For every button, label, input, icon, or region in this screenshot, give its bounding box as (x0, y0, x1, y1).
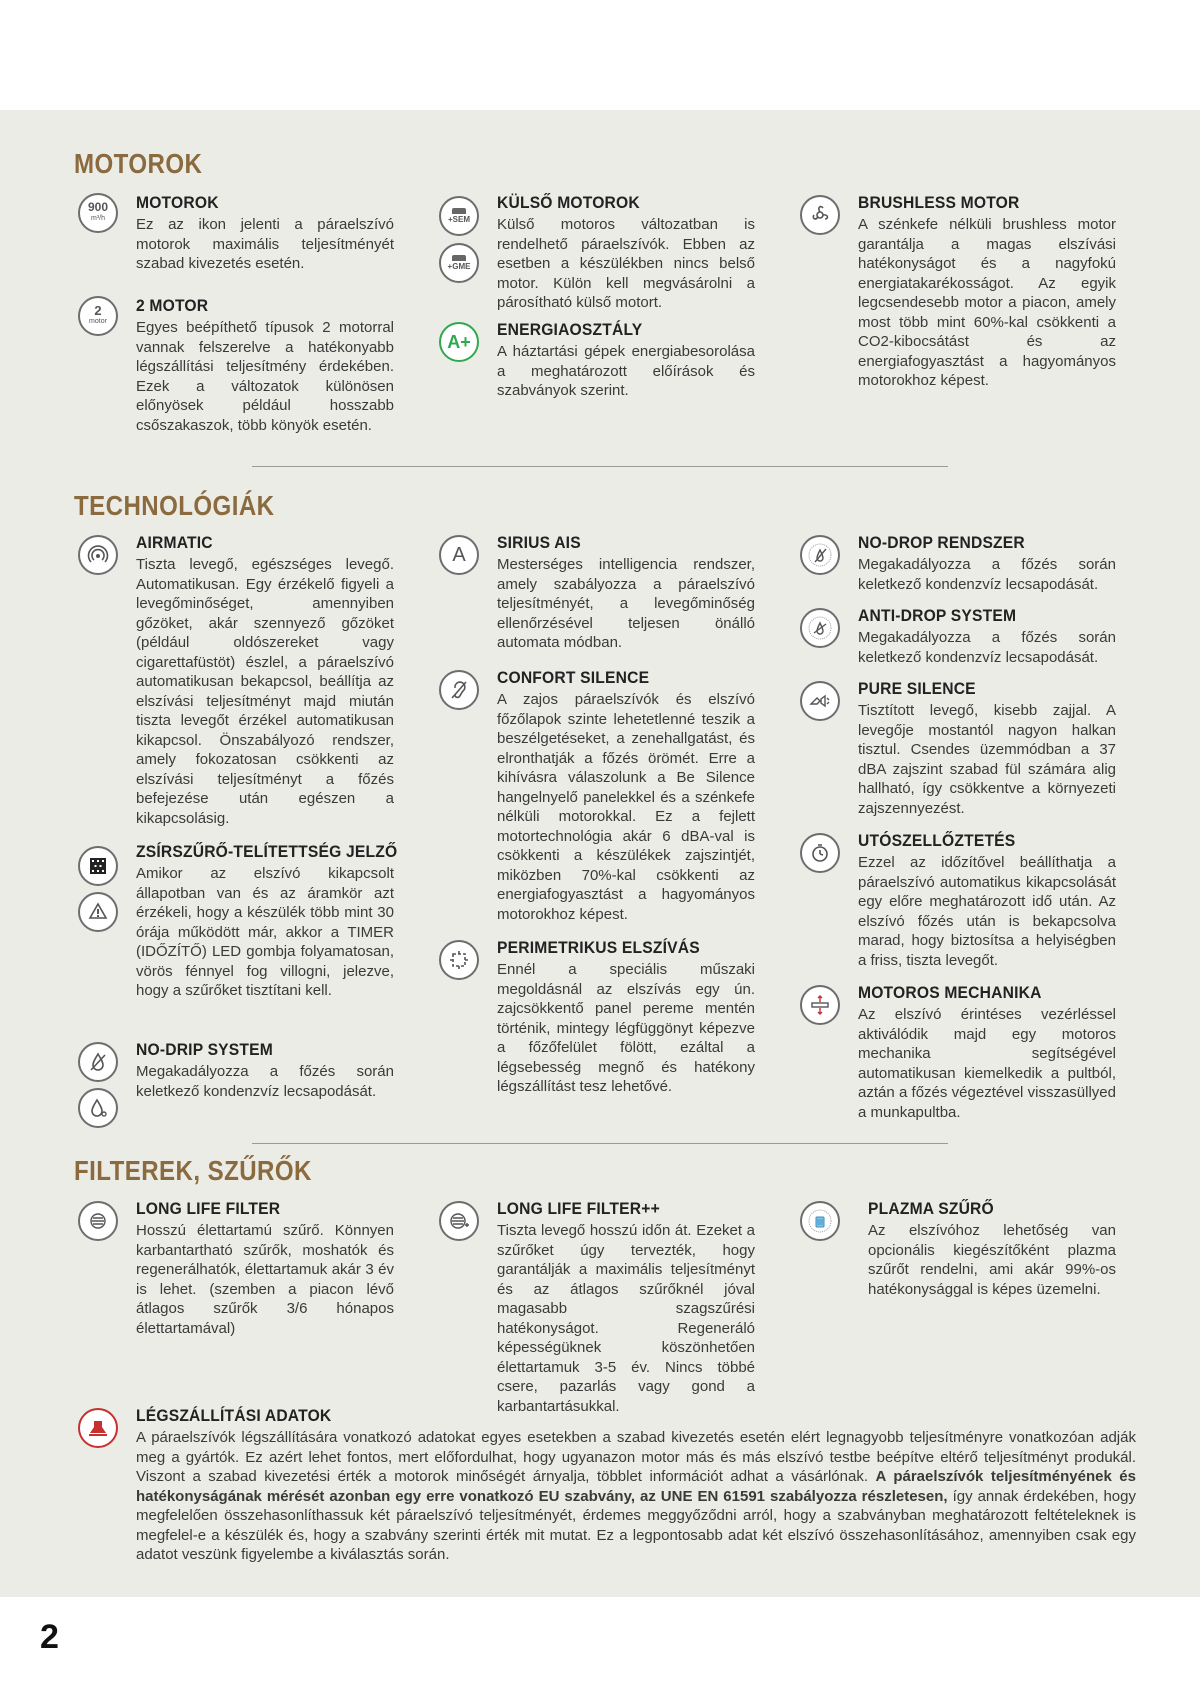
feature-title: BRUSHLESS MOTOR (858, 193, 1020, 212)
feature-desc: Ennél a speciális műszaki megoldásnál az elszívás egy ún. zajcsökkentő panel pereme mentén történik, mintegy légfüggönyt képezve a főzőfelület fölött, ezáltal a légsebesség megnő és hatékony légszállítást tesz lehetővé. (497, 961, 755, 1095)
drop-icon (78, 1088, 118, 1128)
feature-title: NO-DRIP SYSTEM (136, 1040, 273, 1059)
feature-desc: Megakadályozza a főzés során keletkező kondenzvíz lecsapodását. (858, 629, 1116, 666)
feature-title: MOTOROS MECHANIKA (858, 983, 1042, 1002)
feature-desc: Egyes beépíthető típusok 2 motorral vannak felszerelve a hatékonyabb légszállítási teljesítmény érdekében. Ezek a változatok különösen előnyösek például hosszabb csőszakaszok, több könyök esetén. (136, 319, 394, 434)
grease-filter-saturation-icon (78, 846, 118, 886)
feature-title: LONG LIFE FILTER++ (497, 1199, 660, 1218)
feature-title: LÉGSZÁLLÍTÁSI ADATOK (136, 1406, 332, 1425)
feature-title: NO-DROP RENDSZER (858, 533, 1025, 552)
section-title-filterek: FILTEREK, SZŰRŐK (74, 1155, 312, 1186)
no-drop-system-icon (800, 535, 840, 575)
no-drip-icon (78, 1042, 118, 1082)
feature-title: KÜLSŐ MOTOROK (497, 193, 640, 212)
feature-title: PURE SILENCE (858, 679, 976, 698)
feature-title: MOTOROK (136, 193, 219, 212)
sirius-ais-icon: A (439, 535, 479, 575)
feature-desc: Az elszívó érintéses vezérléssel aktiválódik majd egy motoros mechanika segítségével automatikusan kiemelkedik a pultból, aztán a főzés végeztével visszasüllyed a munkapultba. (858, 1006, 1116, 1121)
feature-title: UTÓSZELLŐZTETÉS (858, 831, 1016, 850)
feature-desc: A háztartási gépek energiabesorolása a meghatározott előírások és szabványok szerint. (497, 343, 755, 399)
feature-title: ZSÍRSZŰRŐ-TELÍTETTSÉG JELZŐ (136, 842, 398, 861)
divider (252, 466, 948, 467)
feature-title: AIRMATIC (136, 533, 213, 552)
airmatic-icon (78, 535, 118, 575)
timer-icon (800, 833, 840, 873)
feature-title: 2 MOTOR (136, 296, 209, 315)
feature-title: ENERGIAOSZTÁLY (497, 320, 643, 339)
2-motor-icon: 2 motor (78, 296, 118, 336)
long-life-filter-icon (78, 1201, 118, 1241)
feature-desc: Mesterséges intelligencia rendszer, amely szabályozza a páraelszívó teljesítményét, a levegőminőség ellenőrzésével teljesen önálló automata módban. (497, 556, 755, 651)
feature-desc: Hosszú élettartamú szűrő. Könnyen karbantartható szűrők, moshatók és regenerálhatók, élettartamuk akár 3 év is lehet. (szemben a piacon lévő átlagos szűrők 3/6 hónapos élettartamával) (136, 1222, 394, 1337)
feature-desc: Tiszta levegő hosszú időn át. Ezeket a szűrőket úgy tervezték, hogy garantálják a maximális teljesítményt és az átlagos szűrőknél jóval magasabb szagszűrési hatékonyságot. Regeneráló képességüknek köszönhetően élettartamuk 3-5 év. Nincs többé csere, pazarlás vagy gond a karbantartásukkal. (497, 1222, 755, 1415)
anti-drop-system-icon (800, 608, 840, 648)
feature-desc: Külső motoros változatban is rendelhető páraelszívók. Ebben az esetben a készülékben nincs belső motor. Külön kell megvásárolni a párosítható külső motort. (497, 216, 755, 311)
section-title-technologiak: TECHNOLÓGIÁK (74, 490, 275, 521)
feature-desc: Amikor az elszívó kikapcsolt állapotban van és az áramkör azt érzékeli, hogy a készülék több mint 30 órája működött már, akkor a TIMER (IDŐZÍTŐ) LED gombja folyamatosan, vörös fénnyel fog villogni, jelezve, hogy a szűrőket tisztítani kell. (136, 865, 394, 999)
feature-desc: Tiszta levegő, egészséges levegő. Automatikusan. Egy érzékelő figyeli a levegőminőséget, amennyiben gőzöket, akár szennyező gőzöket (például oldószereket vagy cigarettafüstöt) észlel, a páraelszívó automatikusan bekapcsol, beállítja az elszívási teljesítményt majd miután tiszta levegőt érzékel automatikusan kikapcsol. Önszabályozó rendszer, amely fokozatosan csökkenti az elszívási teljesítményt a főzés befejezése után egészen a kikapcsolásig. (136, 556, 394, 827)
external-motor-icon: +SEM (439, 196, 479, 236)
external-motor-gme-icon: +GME (439, 243, 479, 283)
feature-title: LONG LIFE FILTER (136, 1199, 281, 1218)
feature-title: PLAZMA SZŰRŐ (868, 1199, 994, 1218)
page-number: 2 (40, 1618, 59, 1656)
feature-title: SIRIUS AIS (497, 533, 581, 552)
divider (252, 1143, 948, 1144)
feature-desc: A páraelszívók légszállítására vonatkozó adatokat egyes esetekben a szabad kivezetés esetén elért legnagyobb teljesítményre vonatkozóan adják meg a gyártók. Ez azért lehet fontos, mert előfordulhat, hogy ugyanazon motor más és más elszívó testbe beépítve eltérő teljesítményt produkál. Viszont a szabad kivezetési érték a motorok minőségét árnyalja, többlet információt adhat a vásárlónak. A páraelszívók teljesítményének és hatékonyságának mérését azonban egy erre vonatkozó EU szabvány, az UNE EN 61591 szabályozza részletesen, így annak érdekében, hogy megfelelően összehasonlíthassuk két páraelszívó teljesítményét, érdemes meggyőződni arról, hogy a szabványban meghatározott feltételeknek is megfelel-e a készülék és, hogy a szabvány szerinti érték mit mutat. Ez a legpontosabb adat két elszívó összehasonlításához, amennyiben csak egy adatot veszünk figyelembe a kiválasztás során. (136, 1429, 1136, 1563)
section-title-motorok: MOTOROK (74, 148, 203, 179)
900-m3h-icon: 900 m³/h (78, 193, 118, 233)
confort-silence-icon (439, 670, 479, 710)
feature-desc: Az elszívóhoz lehetőség van opcionális kiegészítőként plazma szűrőt rendelni, ami akár 99%-os hatékonysággal is képes üzemelni. (868, 1222, 1116, 1298)
feature-desc: Megakadályozza a főzés során keletkező kondenzvíz lecsapodását. (136, 1063, 394, 1100)
pure-silence-icon (800, 681, 840, 721)
plasma-filter-icon (800, 1201, 840, 1241)
feature-desc: A zajos páraelszívók és elszívó főzőlapok szinte lehetetlenné teszik a beszélgetéseket, a zenehallgatást, és elronthatják a főzés örömét. Erre a kihívásra válaszolunk a Be Silence hangelnyelő panelekkel és a szénkefe nélküli motorokkal. Ez a fejlett motortechnológia akár 6 dBA-val is csökkenti a készülékek zajszintjét, miközben 70%-kal csökkenti az energiafogyasztást a hagyományos motorokhoz képest. (497, 691, 755, 923)
feature-desc: Ez az ikon jelenti a páraelszívó motorok maximális teljesítményét szabad kivezetés esetén. (136, 216, 394, 272)
brushless-motor-icon (800, 195, 840, 235)
energy-class-icon: A+ (439, 322, 479, 362)
filter-warning-icon (78, 892, 118, 932)
perimeter-extraction-icon (439, 940, 479, 980)
feature-desc: Tisztított levegő, kisebb zajjal. A levegője mostantól nagyon halkan tisztul. Csendes üzemmódban a 37 dBA zajszint szabad fül számára alig hallható, így csökkentve a környezeti zajszennyezést. (858, 702, 1116, 817)
long-life-filter-plus-icon (439, 1201, 479, 1241)
feature-title: CONFORT SILENCE (497, 668, 650, 687)
feature-desc: Ezzel az időzítővel beállíthatja a páraelszívó automatikus kikapcsolását egy előre meghatározott idő után. Az elszívó főzés után is bekapcsolva marad, hogy biztosítsa a helyiségben a friss, tiszta levegőt. (858, 854, 1116, 969)
motorized-mechanism-icon (800, 985, 840, 1025)
airflow-data-icon (78, 1408, 118, 1448)
feature-desc: Megakadályozza a főzés során keletkező kondenzvíz lecsapodását. (858, 556, 1116, 593)
feature-title: PERIMETRIKUS ELSZÍVÁS (497, 938, 700, 957)
feature-title: ANTI-DROP SYSTEM (858, 606, 1017, 625)
feature-desc: A szénkefe nélküli brushless motor garantálja a magas elszívási hatékonyságot és a nagyfokú energiatakarékosságot. Az egyik legcsendesebb motor a piacon, amely most több mint 60%-kal csökkenti a CO2-kibocsátást és az energiafogyasztást a hagyományos motorokhoz képest. (858, 216, 1116, 389)
